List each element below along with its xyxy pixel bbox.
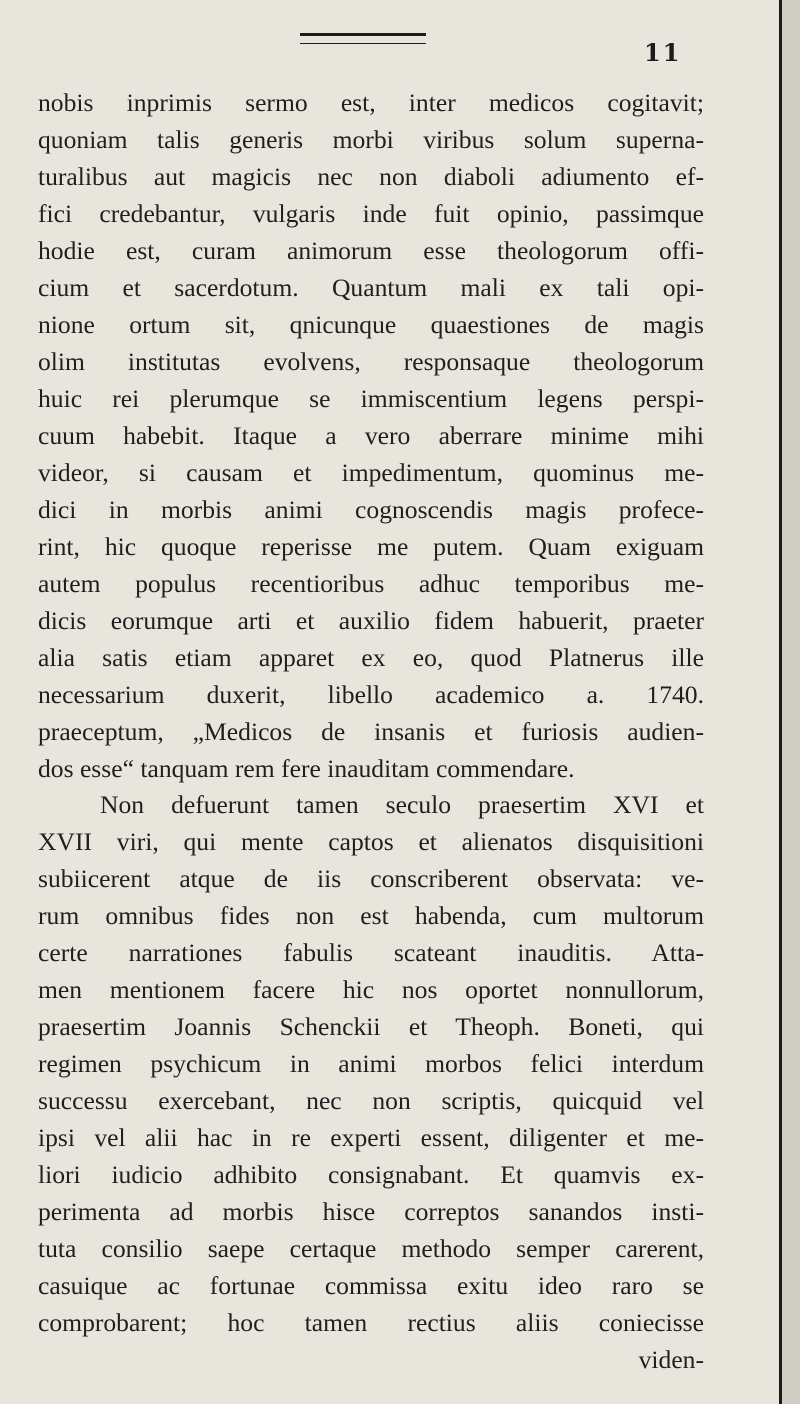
text-line: casuique ac fortunae commissa exitu ideo raro se: [38, 1271, 704, 1300]
header-rule: [300, 33, 426, 44]
paragraph-2: [38, 786, 704, 1378]
text-line: quoniam talis generis morbi viribus solum superna-: [38, 125, 704, 154]
text-line: cium et sacerdotum. Quantum mali ex tali opi-: [38, 273, 704, 302]
text-line: dos esse“ tanquam rem fere inauditam commendare.: [38, 754, 575, 783]
text-line: autem populus recentioribus adhuc temporibus me-: [38, 569, 704, 598]
text-line: liori iudicio adhibito consignabant. Et quamvis ex-: [38, 1160, 704, 1189]
text-line: necessarium duxerit, libello academico a. 1740.: [38, 680, 704, 709]
text-line: dici in morbis animi cognoscendis magis profece-: [38, 495, 704, 524]
text-line: huic rei plerumque se immiscentium legens perspi-: [38, 384, 704, 413]
text-line: ipsi vel alii hac in re experti essent, diligenter et me-: [38, 1123, 704, 1152]
paragraph-1: [38, 84, 704, 787]
text-line: successu exercebant, nec non scriptis, quicquid vel: [38, 1086, 704, 1115]
text-line: praeceptum, „Medicos de insanis et furiosis audien-: [38, 717, 704, 746]
text-line: alia satis etiam apparet ex eo, quod Platnerus ille: [38, 643, 704, 672]
text-line: nione ortum sit, qnicunque quaestiones de magis: [38, 310, 704, 339]
text-line: olim institutas evolvens, responsaque theologorum: [38, 347, 704, 376]
text-line: men mentionem facere hic nos oportet nonnullorum,: [38, 975, 704, 1004]
text-line: turalibus aut magicis nec non diaboli adiumento ef-: [38, 162, 704, 191]
text-line: tuta consilio saepe certaque methodo semper carerent,: [38, 1234, 704, 1263]
text-line: cuum habebit. Itaque a vero aberrare minime mihi: [38, 421, 704, 450]
text-line: praesertim Joannis Schenckii et Theoph. Boneti, qui: [38, 1012, 704, 1041]
text-line: certe narrationes fabulis scateant inauditis. Atta-: [38, 938, 704, 967]
page-number: 11: [644, 38, 682, 67]
text-line: dicis eorumque arti et auxilio fidem habuerit, praeter: [38, 606, 704, 635]
text-line: nobis inprimis sermo est, inter medicos cogitavit;: [38, 88, 704, 117]
text-line: rum omnibus fides non est habenda, cum multorum: [38, 901, 704, 930]
text-line: videor, si causam et impedimentum, quominus me-: [38, 458, 704, 487]
text-line: XVII viri, qui mente captos et alienatos disquisitioni: [38, 827, 704, 856]
text-line: Non defuerunt tamen seculo praesertim XVI et: [100, 790, 704, 819]
text-line: fici credebantur, vulgaris inde fuit opinio, passimque: [38, 199, 704, 228]
catchword: viden-: [638, 1345, 704, 1374]
text-line: rint, hic quoque reperisse me putem. Quam exiguam: [38, 532, 704, 561]
text-line: comprobarent; hoc tamen rectius aliis coniecisse: [38, 1308, 704, 1337]
text-line: regimen psychicum in animi morbos felici interdum: [38, 1049, 704, 1078]
text-line: perimenta ad morbis hisce correptos sanandos insti-: [38, 1197, 704, 1226]
text-line: hodie est, curam animorum esse theologorum offi-: [38, 236, 704, 265]
text-line: subiicerent atque de iis conscriberent observata: ve-: [38, 864, 704, 893]
